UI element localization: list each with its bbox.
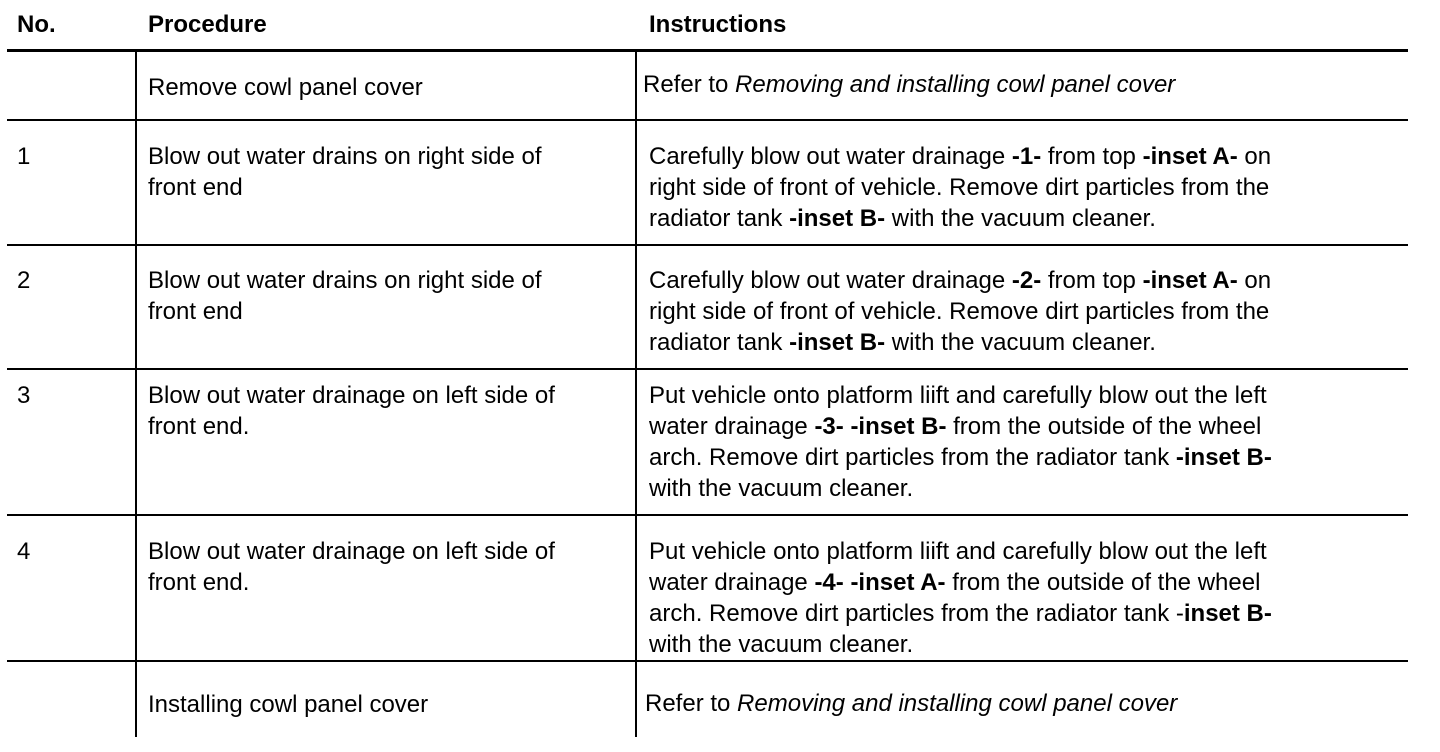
row-3-instr-2-seg-1: water drainage	[649, 413, 815, 440]
header-instructions: Instructions	[649, 11, 787, 38]
header-rule	[7, 49, 1408, 52]
row-4-instr-3-seg-2: inset B-	[1183, 600, 1272, 627]
row-2-instructions-line-1	[649, 265, 1271, 296]
row-1-instr-1-seg-1: Carefully blow out water drainage	[649, 143, 1012, 170]
row-1-instr-3-seg-3: with the vacuum cleaner.	[885, 205, 1156, 232]
row-1-instructions-line-2	[649, 172, 1269, 203]
row-2-instructions-line-2	[649, 296, 1269, 327]
row-5-instr-1-seg-1: Refer to	[645, 690, 738, 717]
row-3-instructions-line-3	[649, 442, 1272, 473]
row-0-instructions-line-1	[643, 69, 1175, 100]
row-4-procedure-line-1: Blow out water drainage on left side of	[148, 538, 555, 565]
row-3-instr-3-seg-2: -inset B-	[1175, 444, 1272, 471]
row-4-instr-2-seg-3: from the outside of the wheel	[945, 569, 1261, 596]
header-procedure: Procedure	[148, 11, 267, 38]
row-2-instr-1-seg-4: -inset A-	[1142, 267, 1238, 294]
row-4-instructions-line-3	[649, 598, 1272, 629]
row-3-instructions-line-2	[649, 411, 1261, 442]
row-4-instr-4-seg-1: with the vacuum cleaner.	[649, 631, 914, 658]
row-2-instr-3-seg-1: radiator tank	[649, 329, 790, 356]
row-3-procedure-line-2: front end.	[148, 413, 250, 440]
row-4-instr-2-seg-1: water drainage	[649, 569, 815, 596]
row-4-procedure-line-2: front end.	[148, 569, 250, 596]
row-4-instructions-line-1	[649, 536, 1267, 567]
row-4-instructions-line-2	[649, 567, 1260, 598]
row-3-no: 3	[17, 382, 31, 409]
column-divider-procedure	[135, 51, 137, 737]
row-3-instr-2-seg-3: from the outside of the wheel	[946, 413, 1262, 440]
row-2-instr-1-seg-3: from top	[1041, 267, 1143, 294]
row-1-instr-1-seg-5: on	[1237, 143, 1272, 170]
row-4-no: 4	[17, 538, 31, 565]
row-2-procedure-line-2: front end	[148, 298, 243, 325]
row-2-procedure-line-1: Blow out water drains on right side of	[148, 267, 542, 294]
row-3-instructions-line-4	[649, 473, 913, 504]
row-separator-3	[7, 368, 1408, 370]
row-0-procedure-line-1: Remove cowl panel cover	[148, 74, 423, 101]
row-2-instr-1-seg-5: on	[1237, 267, 1272, 294]
row-4-instr-2-seg-2: -4- -inset A-	[814, 569, 946, 596]
row-1-procedure-line-2: front end	[148, 174, 243, 201]
row-1-instructions-line-1	[649, 141, 1271, 172]
row-3-instructions-line-1	[649, 380, 1267, 411]
column-divider-instructions	[635, 51, 637, 737]
row-separator-2	[7, 244, 1408, 246]
row-4-instr-3-seg-1: arch. Remove dirt particles from the radiator tank -	[649, 600, 1184, 627]
row-2-instr-3-seg-2: -inset B-	[789, 329, 886, 356]
row-3-instr-3-seg-1: arch. Remove dirt particles from the radiator tank	[649, 444, 1176, 471]
header-no: No.	[17, 11, 56, 38]
row-3-instr-2-seg-2: -3- -inset B-	[814, 413, 947, 440]
row-2-instr-1-seg-1: Carefully blow out water drainage	[649, 267, 1012, 294]
row-1-instr-3-seg-2: -inset B-	[789, 205, 886, 232]
row-1-instr-1-seg-4: -inset A-	[1142, 143, 1238, 170]
row-2-instr-3-seg-3: with the vacuum cleaner.	[885, 329, 1156, 356]
row-1-no: 1	[17, 143, 31, 170]
row-2-no: 2	[17, 267, 31, 294]
row-3-instr-4-seg-1: with the vacuum cleaner.	[649, 475, 914, 502]
row-4-instr-1-seg-1: Put vehicle onto platform liift and carefully blow out the left	[649, 538, 1267, 565]
row-1-procedure-line-1: Blow out water drains on right side of	[148, 143, 542, 170]
row-1-instructions-line-3	[649, 203, 1156, 234]
row-separator-4	[7, 514, 1408, 516]
row-2-instructions-line-3	[649, 327, 1156, 358]
row-1-instr-1-seg-3: from top	[1041, 143, 1143, 170]
row-1-instr-1-seg-2: -1-	[1011, 143, 1042, 170]
row-5-instr-1-seg-2: Removing and installing cowl panel cover	[737, 690, 1178, 717]
row-2-instr-2-seg-1: right side of front of vehicle. Remove dirt particles from the	[649, 298, 1270, 325]
row-separator-1	[7, 119, 1408, 121]
row-1-instr-3-seg-1: radiator tank	[649, 205, 790, 232]
row-separator-5	[7, 660, 1408, 662]
row-0-instr-1-seg-2: Removing and installing cowl panel cover	[735, 71, 1176, 98]
row-0-instr-1-seg-1: Refer to	[643, 71, 736, 98]
row-2-instr-1-seg-2: -2-	[1011, 267, 1042, 294]
row-4-instructions-line-4	[649, 629, 913, 660]
row-3-procedure-line-1: Blow out water drainage on left side of	[148, 382, 555, 409]
row-1-instr-2-seg-1: right side of front of vehicle. Remove dirt particles from the	[649, 174, 1270, 201]
row-5-procedure-line-1: Installing cowl panel cover	[148, 691, 429, 718]
row-3-instr-1-seg-1: Put vehicle onto platform liift and carefully blow out the left	[649, 382, 1267, 409]
row-5-instructions-line-1	[645, 688, 1177, 719]
